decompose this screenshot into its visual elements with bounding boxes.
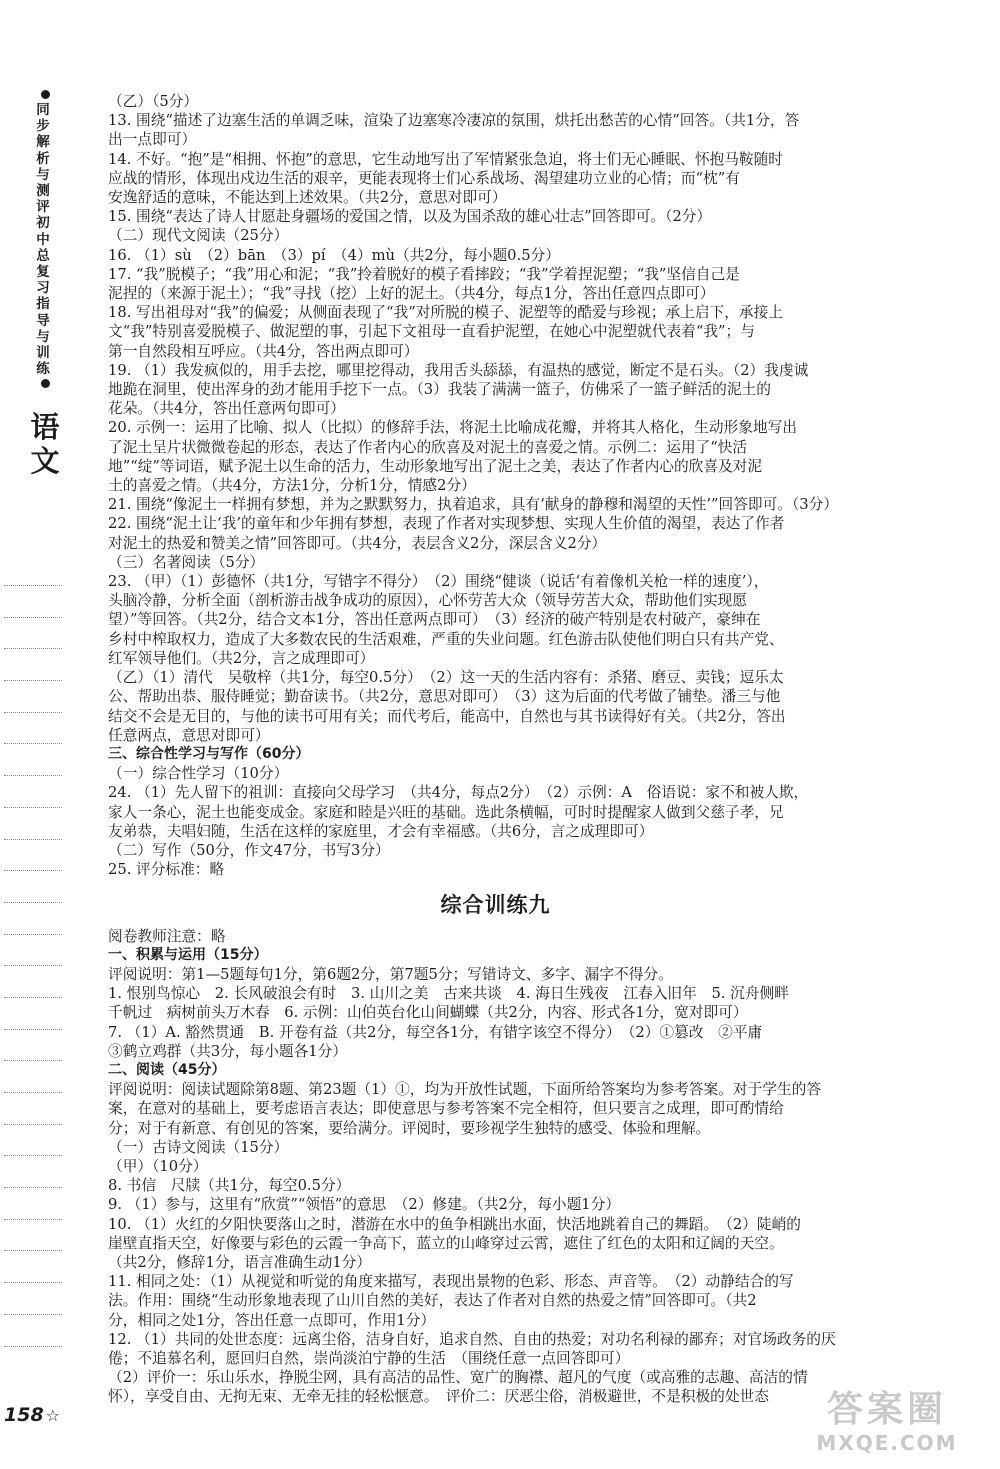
text-line: 应战的情形，体现出戍边生活的艰辛，更能表现将士们心系战场、渴望建功立业的心情；而“枕”有: [108, 169, 740, 187]
text-line: 25. 评分标准：略: [108, 861, 225, 879]
text-line: 8. 书信 尺牍（共1分，每空0.5分）: [108, 1177, 351, 1195]
text-line: ③鹤立鸡群（共3分，每小题各1分）: [108, 1042, 348, 1060]
section-training-nine: [108, 927, 883, 1407]
text-line: 红军领导他们。（共2分，言之成理即可）: [108, 649, 375, 667]
text-line: 第一自然段相互呼应。（共4分，答出两点即可）: [108, 342, 419, 360]
text-line: （甲）（10分）: [108, 1157, 208, 1175]
text-line: 17. “我”脱模子；“我”用心和泥；“我”拎着脱好的模子看摔跤；“我”学着捏泥塑；“我”坚信自己是: [108, 265, 740, 283]
text-line: 了泥土呈片状微微卷起的形态，表达了作者内心的欣喜及对泥土的喜爱之情。示例二：运用了“快活: [108, 438, 748, 456]
text-line: 土的喜爱之情。（共4分，方法1分，分析1分，情感2分）: [108, 477, 476, 495]
text-line: 评阅说明：第1—5题每句1分，第6题2分，第7题5分；写错诗文、多字、漏字不得分。: [108, 965, 673, 983]
text-line: 10. （1）火红的夕阳快要落山之时，潜游在水中的鱼争相跳出水面，快活地跳着自己的舞蹈。 （2）陡峭的: [108, 1215, 801, 1233]
subject-label: 语文: [30, 410, 60, 479]
text-line: 望）”等回答。（共2分，结合文本1分，答出任意两点即可） （3）经济的破产特别是农村破产，豪绅在: [108, 611, 761, 629]
text-line: 地跪在洞里，使出浑身的劲才能用手挖下一点。（3）我装了满满一篮子，仿佛采了一篮子鲜活的泥土的: [108, 381, 771, 399]
text-line: 对泥土的热爱和赞美之情”回答即可。（共4分，表层含义2分，深层含义2分）: [108, 534, 607, 552]
text-line: 三、综合性学习与写作（60分）: [108, 745, 310, 762]
section-previous-answers: [108, 92, 883, 879]
text-line: 20. 示例一：运用了比喻、拟人（比拟）的修辞手法，将泥土比喻成花瓣，并将其人格化，生动形象地写出: [108, 419, 797, 437]
page-number: [4, 1404, 60, 1426]
text-line: 文“我”特别喜爱脱模子、做泥塑的事，引起下文祖母一直看护泥塑，在她心中泥塑就代表着“我”；与: [108, 323, 755, 341]
bullet-dot-icon: [41, 90, 50, 99]
text-line: 一、积累与运用（15分）: [108, 946, 268, 963]
margin-note-lines: [4, 585, 62, 1377]
bullet-dot-icon: [41, 379, 50, 388]
text-line: 7. （1）A. 豁然贯通 B. 开卷有益（共2分，每空各1分，有错字该空不得分） （2）①篡改 ②平庸: [108, 1023, 763, 1041]
text-line: （乙）（1）清代 吴敬梓（共1分，每空0.5分） （2）这一天的生活内容有：杀猪、磨豆、卖钱；逗乐太: [108, 669, 784, 687]
text-line: 24. （1）先人留下的祖训：直接向父母学习 （共4分，每点2分） （2）示例：A 俗语说：家不和被人欺，: [108, 784, 809, 802]
text-line: 阅卷教师注意：略: [108, 927, 226, 945]
text-line: （二）写作（50分，作文47分，书写3分）: [108, 841, 390, 859]
section-title: 综合训练九: [440, 892, 551, 918]
text-line: 倦；不追慕名利，愿回归自然，崇尚淡泊宁静的生活 （围绕任意一点回答即可）: [108, 1350, 630, 1367]
text-line: （2）评价一：乐山乐水，挣脱尘网，具有高洁的品性、宽广的胸襟、超凡的气度（或高雅的志趣、高洁的情: [108, 1369, 808, 1387]
text-line: 22. 围绕“泥土让‘我’的童年和少年拥有梦想，表现了作者对实现梦想、实现人生价值的渴望，表达了作者: [108, 515, 785, 533]
text-line: 任意两点，意思对即可）: [108, 726, 270, 744]
text-line: 花朵。（共4分，答出任意两句即可）: [108, 400, 345, 418]
star-icon: ☆: [45, 1406, 61, 1425]
text-line: 崖壁直指天空，好像要与彩色的云霞一争高下，蓝立的山峰穿过云霄，遮住了红色的太阳和辽阔的天空。: [108, 1234, 784, 1252]
text-line: （二）现代文阅读（25分）: [108, 227, 289, 245]
watermark: [782, 1389, 992, 1455]
text-line: 千帆过 病树前头万木春 6. 示例：山伯英台化山间蝴蝶（共2分，内容、形式各1分，宽对即可）: [108, 1004, 748, 1022]
text-line: 分；对于有新意、有创见的答案，要给满分。评阅时，要珍视学生独特的感受、体验和理解。: [108, 1119, 711, 1137]
watermark-url: MXQE.COM: [816, 1431, 958, 1455]
text-line: 15. 围绕“表达了诗人甘愿赴身疆场的爱国之情，以及为国杀敌的雄心壮志”回答即可。（2分）: [108, 208, 712, 226]
text-line: 16. （1）sù （2）bān （3）pí （4）mù（共2分，每小题0.5分）: [108, 246, 560, 264]
text-line: 18. 写出祖母对“我”的偏爱；从侧面表现了“我”对所脱的模子、泥塑等的酷爱与珍视；承上启下，承接上: [108, 304, 783, 322]
text-line: 分，相同之处1分，答出任意一点即可，作用1分）: [108, 1311, 436, 1329]
text-line: 家人一条心，泥土也能变成金。家庭和睦是兴旺的基础。选此条横幅，可时时提醒家人做到父慈子孝，兄: [108, 803, 784, 821]
text-line: 出一点即可）: [108, 131, 197, 149]
text-line: 21. 围绕“像泥土一样拥有梦想，并为之默默努力，执着追求，具有‘献身的静穆和渴望的天性’”回答即可。（3分）: [108, 496, 839, 514]
text-line: （一）古诗文阅读（15分）: [108, 1138, 289, 1156]
text-line: 安逸舒适的意味，不能达到上述效果。（共2分，意思对即可）: [108, 189, 507, 207]
text-line: （三）名著阅读（5分）: [108, 553, 265, 571]
text-line: 泥捏的（来源于泥土）；“我”寻找（挖）上好的泥土。（共4分，每点1分，答出任意四点即可）: [108, 285, 715, 303]
text-line: 12. （1）共同的处世态度：远离尘俗，洁身自好，追求自然、自由的热爱；对功名利禄的鄙弃；对官场政务的厌: [108, 1330, 836, 1348]
text-line: 11. 相同之处：（1）从视觉和听觉的角度来描写，表现出景物的色彩、形态、声音等。 （2）动静结合的写: [108, 1273, 794, 1291]
answer-content: [108, 92, 883, 1407]
text-line: 怀），享受自由、无拘无束、无牵无挂的轻松惬意。 评价二：厌恶尘俗，消极避世，不是积极的处世态: [108, 1388, 769, 1406]
text-line: （一）综合性学习（10分）: [108, 765, 289, 783]
sidebar: [28, 88, 62, 478]
text-line: 9. （1）参与，这里有“欣赏”“领悟”的意思 （2）修建。（共2分，每小题1分）: [108, 1196, 621, 1214]
text-line: 乡村中榨取权力，造成了大多数农民的生活艰难，严重的失业问题。红色游击队使他们明白只有共产党、: [108, 630, 784, 648]
text-line: （共2分，修辞1分，语言准确生动1分）: [108, 1253, 372, 1271]
text-line: 友弟恭，夫唱妇随，生活在这样的家庭里，才会有幸福感。（共6分，言之成理即可）: [108, 822, 654, 840]
text-line: 案，在意对的基础上，要考虑语言表达；即使意思与参考答案不完全相符，但只要言之成理，即可酌情给: [108, 1100, 784, 1118]
text-line: 二、阅读（45分）: [108, 1061, 226, 1078]
text-line: 地”“绽”等词语，赋予泥土以生命的活力，生动形象地写出了泥土之美，表达了作者内心的欣喜及对泥: [108, 457, 763, 475]
text-line: 法。作用：围绕“生动形象地表现了山川自然的美好，表达了作者对自然的热爱之情”回答即可。（共2: [108, 1292, 757, 1310]
watermark-logo: 答案圈: [826, 1389, 947, 1430]
text-line: （乙）（5分）: [108, 93, 199, 110]
text-line: 19. （1）我发疯似的，用手去挖，哪里挖得动，我用舌头舔舔，有温热的感觉，断定不是石头。（2）我虔诚: [108, 361, 809, 379]
text-line: 1. 恨别鸟惊心 2. 长风破浪会有时 3. 山川之美 古来共谈 4. 海日生残夜 江春入旧年 5. 沉舟侧畔: [108, 985, 789, 1003]
text-line: 公、帮助出恭、服侍睡觉；勤奋读书。（共2分，意思对即可） （3）这为后面的代考做了铺垫。潘三与他: [108, 688, 781, 706]
page-number-text: 158: [4, 1404, 44, 1426]
text-line: 14. 不好。“抱”是“相拥、怀抱”的意思，它生动地写出了军情紧张急迫，将士们无心睡眠、怀抱马鞍随时: [108, 150, 783, 168]
text-line: 评阅说明：阅读试题除第8题、第23题（1）①，均为开放性试题，下面所给答案均为参考答案。对于学生的答: [108, 1081, 822, 1099]
series-title: 同步解析与测评: [36, 102, 50, 216]
text-line: 13. 围绕“描述了边塞生活的单调乏味，渲染了边塞寒冷凄凉的氛围，烘托出愁苦的心情”回答。（共1分，答: [108, 112, 800, 130]
text-line: 23. （甲）（1）彭德怀（共1分，写错字不得分） （2）围绕“健谈（说话‘有着像机关枪一样的速度’），: [108, 573, 769, 591]
text-line: 头脑冷静，分析全面（剖析游击战争成功的原因），心怀劳苦大众（领导劳苦大众，帮助他们实现愿: [108, 592, 747, 610]
series-subtitle: 初中总复习指导与训练: [36, 215, 50, 378]
text-line: 结交不会是无目的，与他的读书可用有关；而代考后，能高中，自然也与其书读得好有关。（共2分，答出: [108, 707, 786, 725]
